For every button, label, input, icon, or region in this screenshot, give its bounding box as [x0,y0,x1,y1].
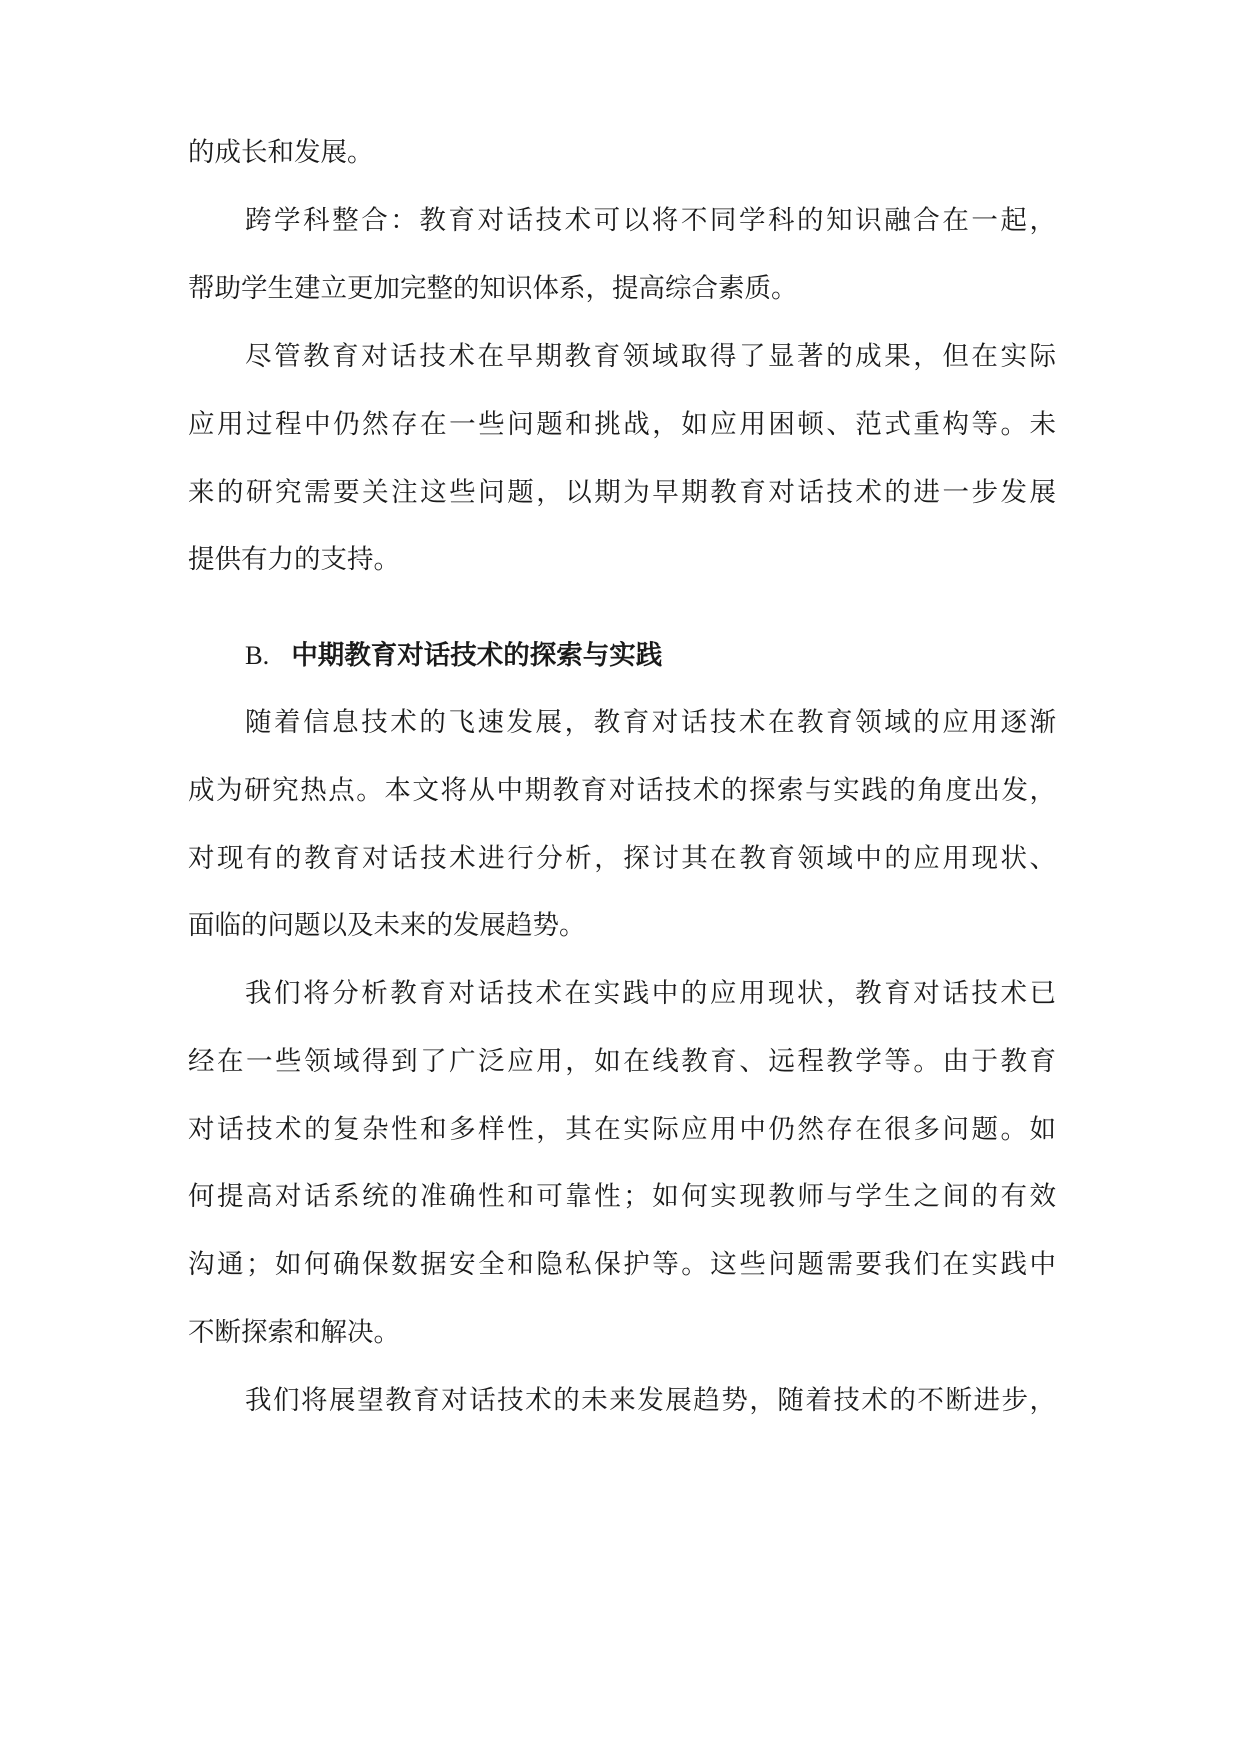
paragraph-line: 提供有力的支持。 [188,544,400,575]
paragraph-line: 尽管教育对话技术在早期教育领域取得了显著的成果，但在实际 [245,341,1056,372]
paragraph-line: 不断探索和解决。 [188,1317,400,1348]
section-heading [245,638,662,673]
paragraph-line: 对现有的教育对话技术进行分析，探讨其在教育领域中的应用现状、 [188,843,1056,874]
paragraph-line: 沟通；如何确保数据安全和隐私保护等。这些问题需要我们在实践中 [188,1249,1056,1280]
paragraph-line: 应用过程中仍然存在一些问题和挑战，如应用困顿、范式重构等。未 [188,409,1056,440]
paragraph-line: 随着信息技术的飞速发展，教育对话技术在教育领域的应用逐渐 [245,707,1056,738]
paragraph-line: 的成长和发展。 [188,137,374,168]
paragraph-line: 面临的问题以及未来的发展趋势。 [188,910,586,941]
paragraph-line: 对话技术的复杂性和多样性，其在实际应用中仍然存在很多问题。如 [188,1114,1056,1145]
paragraph-line: 经在一些领域得到了广泛应用，如在线教育、远程教学等。由于教育 [188,1046,1056,1077]
paragraph-line: 成为研究热点。本文将从中期教育对话技术的探索与实践的角度出发， [188,775,1056,806]
paragraph-line: 何提高对话系统的准确性和可靠性；如何实现教师与学生之间的有效 [188,1181,1056,1212]
paragraph-line: 我们将分析教育对话技术在实践中的应用现状，教育对话技术已 [245,978,1056,1009]
paragraph-line: 我们将展望教育对话技术的未来发展趋势，随着技术的不断进步， [245,1385,1056,1416]
section-number: B. [245,640,270,670]
paragraph-line: 帮助学生建立更加完整的知识体系，提高综合素质。 [188,273,798,304]
paragraph-line: 来的研究需要关注这些问题，以期为早期教育对话技术的进一步发展 [188,477,1056,508]
section-title: 中期教育对话技术的探索与实践 [291,640,663,671]
paragraph-line: 跨学科整合：教育对话技术可以将不同学科的知识融合在一起， [245,205,1056,236]
